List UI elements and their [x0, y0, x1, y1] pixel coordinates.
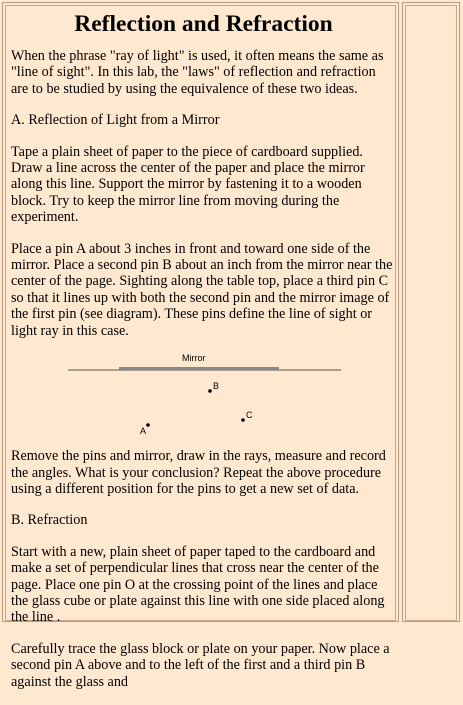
pin-b-label: B	[213, 381, 220, 392]
section-b-heading: B. Refraction	[11, 512, 88, 529]
pin-a-dot	[146, 423, 150, 427]
mirror-diagram-drawing	[11, 350, 396, 442]
pin-b-dot	[208, 389, 212, 393]
page-title: Reflection and Refraction	[74, 11, 333, 37]
section-b-paragraph-1: Start with a new, plain sheet of paper taped to the cardboard and make a set of perpendicular lines that cross near the center of the page. Place one pin O at the crossing point of the lines and place the glass cube or plate against this line with one side placed along the line .	[11, 543, 385, 626]
pin-c-label: C	[246, 410, 253, 421]
mirror-shape	[119, 367, 279, 370]
side-frame	[402, 2, 460, 622]
section-a-paragraph-2: Place a pin A about 3 inches in front and toward one side of the mirror. Place a second pin B about an inch from the mirror near the center of the page. Sighting along the table top, place a third pin C so that it lines up with both the second pin and the mirror image of the first pin (see diagram). These pins define the line of sight or light ray in this case.	[11, 240, 393, 339]
mirror-diagram	[11, 350, 396, 442]
pin-a-label: A	[140, 426, 147, 437]
intro-paragraph: When the phrase "ray of light" is used, it often means the same as "line of sight". In this lab, the "laws" of reflection and refraction are to be studied by using the equivalence of these two ideas.	[11, 48, 384, 97]
section-a-paragraph-3: Remove the pins and mirror, draw in the rays, measure and record the angles. What is your conclusion? Repeat the above procedure using a different position for the pins to get a new set of data.	[11, 448, 386, 497]
section-b-paragraph-2: Carefully trace the glass block or plate on your paper. Now place a second pin A above and to the left of the first and a third pin B against the glass and	[11, 640, 390, 690]
section-a-paragraph-1: Tape a plain sheet of paper to the piece of cardboard supplied. Draw a line across the center of the paper and place the mirror along this line. Support the mirror by fastening it to a wooden block. Try to keep the mirror line from moving during the experiment.	[11, 143, 365, 226]
mirror-label: Mirror	[182, 353, 206, 364]
page-content	[11, 10, 396, 705]
pin-c-dot	[241, 418, 245, 422]
section-a-heading: A. Reflection of Light from a Mirror	[11, 112, 220, 129]
